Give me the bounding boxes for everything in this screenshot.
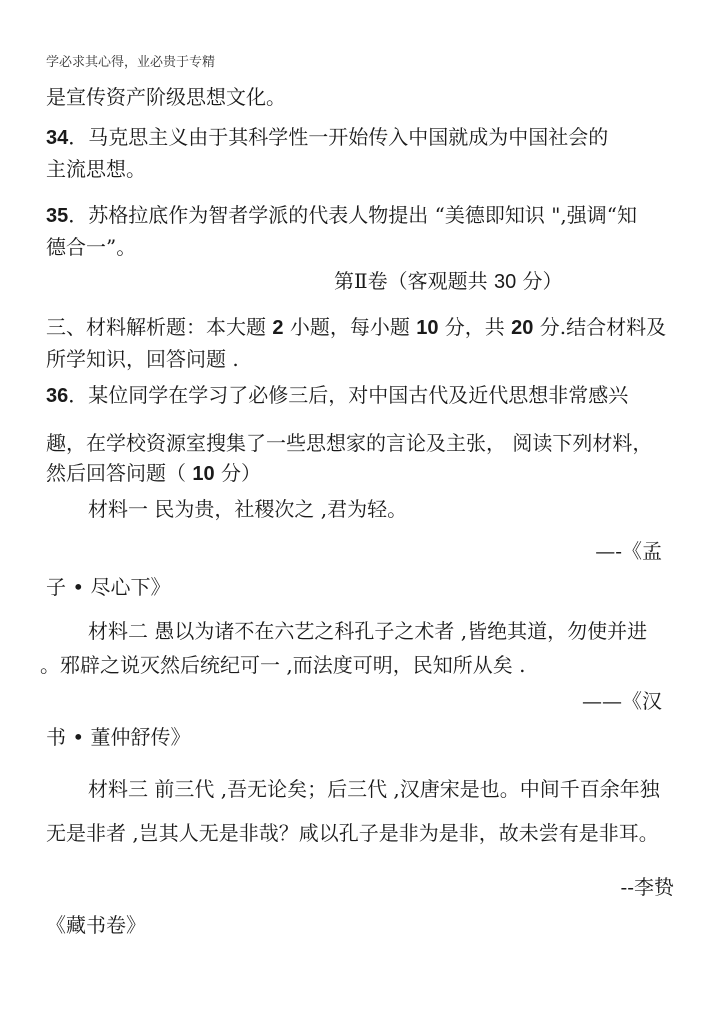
material-3: 材料三 前三代 ,吾无论矣；后三代 ,汉唐宋是也。中间千百余年独 xyxy=(88,777,660,801)
question-34 xyxy=(46,124,608,151)
text-line: 是宣传资产阶级思想文化。 xyxy=(46,85,286,109)
material-1-source-cont: 子 • 尽心下》 xyxy=(46,575,171,599)
instruction-text: 三、材料解析题：本大题 xyxy=(46,315,273,339)
instruction-number: 10 xyxy=(416,317,439,339)
material-2: 材料二 愚以为诸不在六艺之科孔子之术者 ,皆绝其道，勿使并进 xyxy=(88,619,648,643)
instruction-text: 小题，每小题 xyxy=(283,315,417,339)
material-1-source: —-《孟 xyxy=(595,539,662,563)
material-2-source-cont: 书 • 董仲舒传》 xyxy=(46,725,191,749)
question-number: 34 xyxy=(46,127,69,149)
text-line: 所学知识，回答问题 . xyxy=(46,347,239,371)
section-title-text: 第Ⅱ卷（客观题共 xyxy=(334,269,494,293)
instruction-text: 分，共 xyxy=(438,315,512,339)
material-2-source: ——《汉 xyxy=(582,689,662,713)
prompt-text: 然后回答问题（ xyxy=(46,461,193,485)
instruction-text: 分.结合材料及 xyxy=(533,315,667,339)
prompt-score: 10 xyxy=(192,463,215,485)
part-3-instructions xyxy=(46,314,666,341)
question-number: 36 xyxy=(46,385,69,407)
text-line: 德合一”。 xyxy=(46,235,137,259)
question-number: 35 xyxy=(46,205,69,227)
section-title-suffix: 分） xyxy=(516,269,563,293)
question-35 xyxy=(46,202,637,229)
question-36 xyxy=(46,382,628,409)
material-3-source: --李贽 xyxy=(620,875,674,899)
section-title xyxy=(334,268,563,295)
question-text: ．马克思主义由于其科学性一开始传入中国就成为中国社会的 xyxy=(68,125,609,149)
question-text: ．某位同学在学习了必修三后，对中国古代及近代思想非常感兴 xyxy=(68,383,629,407)
page-header: 学必求其心得，业必贵于专精 xyxy=(46,55,216,70)
text-line: 主流思想。 xyxy=(46,157,146,181)
material-3-source-cont: 《藏书卷》 xyxy=(46,913,146,937)
instruction-number: 2 xyxy=(272,317,284,339)
text-line: 趣，在学校资源室搜集了一些思想家的言论及主张， 阅读下列材料， xyxy=(46,431,653,455)
text-line: 无是非者 ,岂其人无是非哉？咸以孔子是非为是非，故未尝有是非耳。 xyxy=(46,821,659,845)
question-36-prompt xyxy=(46,460,261,487)
text-line: 。邪辟之说灭然后统纪可一 ,而法度可明，民知所从矣 . xyxy=(40,653,526,677)
question-text: ．苏格拉底作为智者学派的代表人物提出 “美德即知识 ",强调“知 xyxy=(68,203,637,227)
material-1: 材料一 民为贵，社稷次之 ,君为轻。 xyxy=(88,497,408,521)
instruction-number: 20 xyxy=(511,317,534,339)
section-title-score: 30 xyxy=(493,271,517,293)
prompt-text: 分） xyxy=(214,461,261,485)
